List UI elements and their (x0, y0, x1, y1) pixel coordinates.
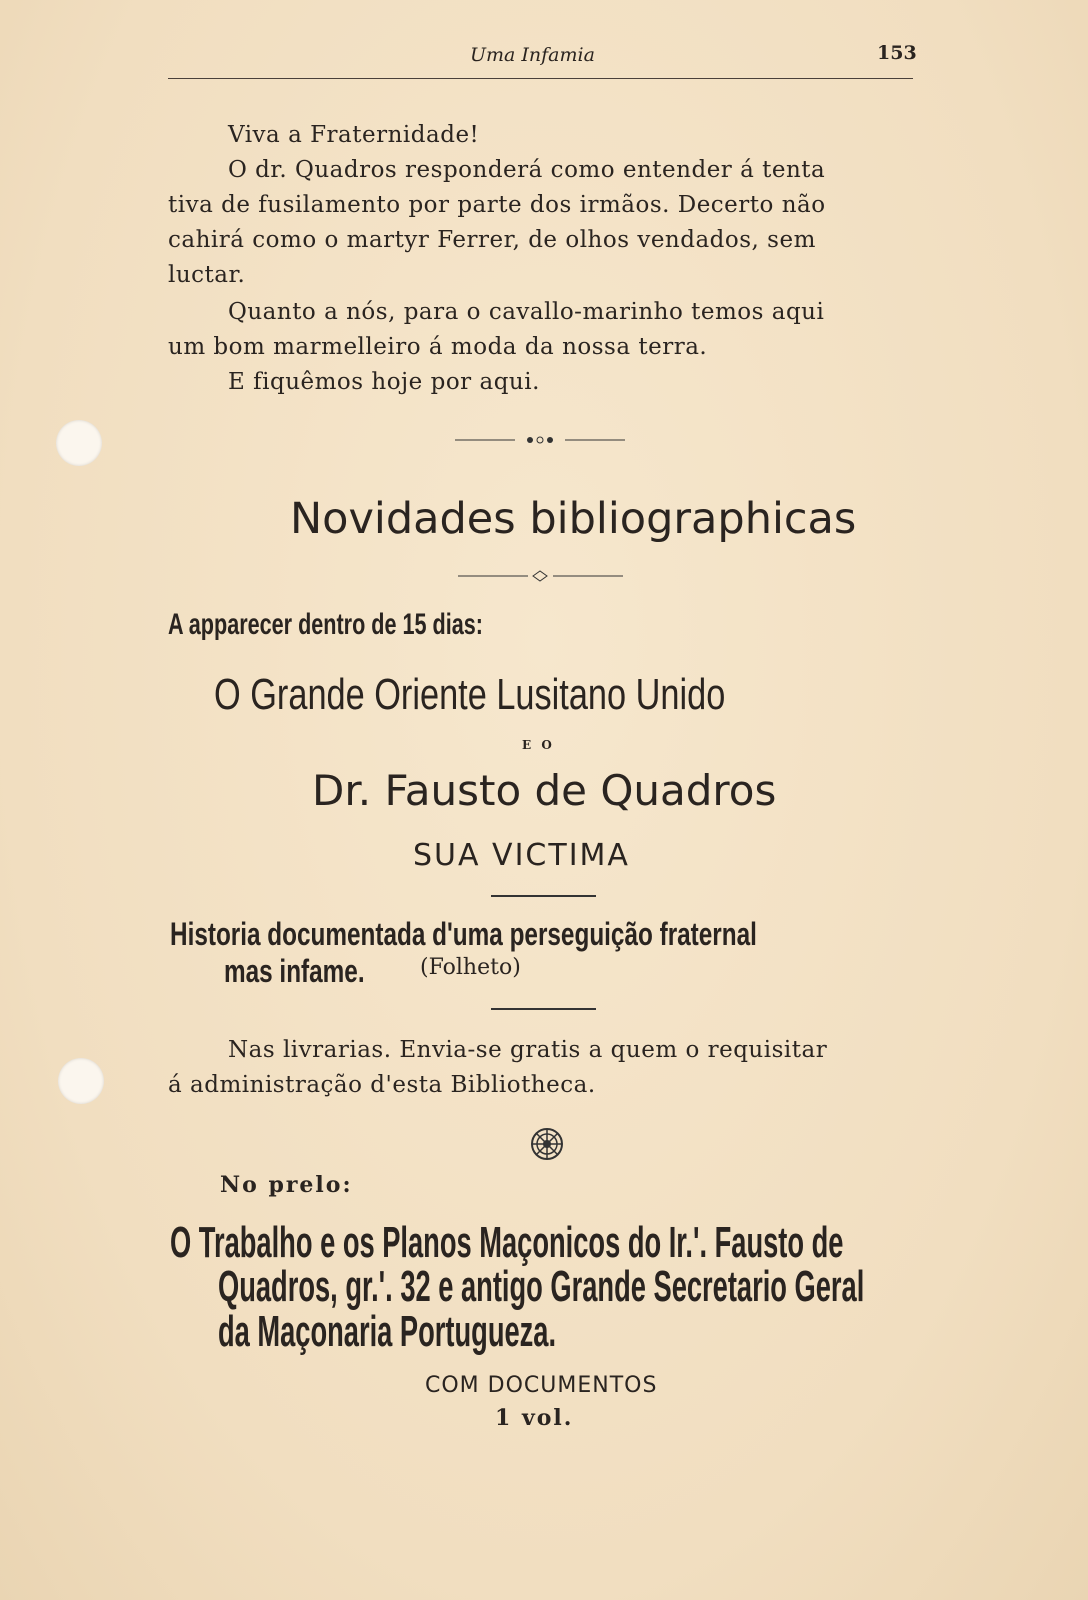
book-title-line: Quadros, gr.'. 32 e antigo Grande Secretario Geral (218, 1262, 865, 1311)
letter-line: cahirá como o martyr Ferrer, de olhos vendados, sem (168, 227, 816, 253)
section-title: Novidades bibliographicas (290, 494, 857, 544)
letter-line: um bom marmelleiro á moda da nossa terra. (168, 334, 708, 360)
book-title-line1: O Grande Oriente Lusitano Unido (214, 670, 726, 719)
letter-line: Quanto a nós, para o cavallo-marinho temos aqui (228, 299, 825, 325)
conjunction: E O (522, 738, 555, 752)
rosette-icon (530, 1127, 564, 1161)
diamond-ornament-icon (458, 568, 623, 582)
page-number: 153 (877, 42, 917, 64)
book-description: Historia documentada d'uma perseguição fraternal (170, 916, 757, 952)
book-title-line: da Maçonaria Portugueza. (218, 1307, 557, 1356)
letter-line: Viva a Fraternidade! (228, 122, 480, 148)
book-subtitle: SUA VICTIMA (413, 838, 630, 873)
header-rule (168, 78, 913, 79)
availability-note: Nas livrarias. Envia-se gratis a quem o requisitar (228, 1037, 828, 1063)
availability-note: á administração d'esta Bibliotheca. (168, 1072, 596, 1098)
letter-line: O dr. Quadros responderá como entender á tenta (228, 157, 826, 183)
letter-line: tiva de fusilamento por parte dos irmãos. Decerto não (168, 192, 826, 218)
book-format: (Folheto) (420, 955, 521, 980)
divider-ornament-icon (455, 432, 625, 446)
volume-count: 1 vol. (495, 1405, 574, 1431)
short-rule (491, 1008, 596, 1010)
book-title-line: O Trabalho e os Planos Maçonicos do Ir.'. Fausto de (170, 1218, 844, 1267)
binder-hole-top (56, 420, 102, 466)
book-description: mas infame. (224, 953, 365, 989)
announcement-intro: A apparecer dentro de 15 dias: (168, 608, 483, 641)
book-title-line2: Dr. Fausto de Quadros (312, 766, 777, 815)
letter-line: E fiquêmos hoje por aqui. (228, 369, 540, 395)
letter-line: luctar. (168, 262, 246, 288)
short-rule (491, 895, 596, 897)
binder-hole-bottom (58, 1058, 104, 1104)
announcement-intro: No prelo: (220, 1172, 353, 1198)
running-title: Uma Infamia (470, 44, 595, 66)
book-subtitle: COM DOCUMENTOS (425, 1373, 658, 1398)
